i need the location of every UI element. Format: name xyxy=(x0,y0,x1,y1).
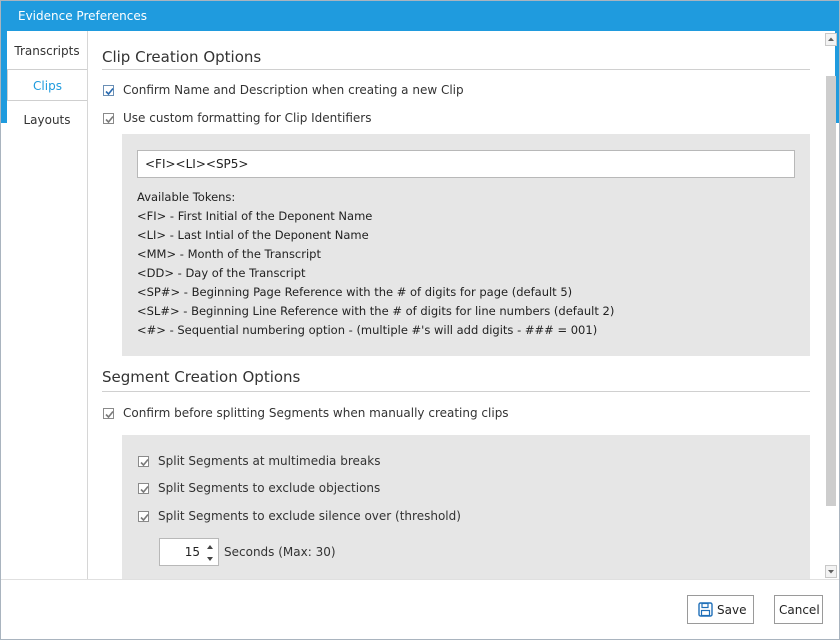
confirm-name-checkbox[interactable] xyxy=(103,85,114,96)
tab-clips[interactable] xyxy=(7,69,87,101)
window-title: Evidence Preferences xyxy=(18,9,147,23)
checkmark-icon xyxy=(140,513,149,522)
split-objections-checkbox[interactable] xyxy=(138,483,149,494)
split-silence-checkbox[interactable] xyxy=(138,511,149,522)
confirm-split-label: Confirm before splitting Segments when manually creating clips xyxy=(123,406,509,420)
seconds-value: 15 xyxy=(184,545,200,559)
checkmark-icon xyxy=(105,115,114,124)
seconds-stepper[interactable] xyxy=(159,538,219,566)
token-line: <FI> - First Initial of the Deponent Name xyxy=(137,209,373,223)
checkmark-icon xyxy=(140,458,149,467)
token-line: <LI> - Last Intial of the Deponent Name xyxy=(137,228,369,242)
scroll-down-button[interactable] xyxy=(825,565,837,578)
tab-label: Clips xyxy=(33,79,62,93)
cancel-button[interactable] xyxy=(774,595,823,624)
token-line: <SP#> - Beginning Page Reference with the # of digits for page (default 5) xyxy=(137,285,573,299)
clip-options-title: Clip Creation Options xyxy=(102,48,262,66)
split-multimedia-label: Split Segments at multimedia breaks xyxy=(158,454,381,468)
token-line: <MM> - Month of the Transcript xyxy=(137,247,321,261)
tokens-heading: Available Tokens: xyxy=(137,190,236,204)
footer-divider xyxy=(1,579,839,580)
confirm-name-label: Confirm Name and Description when creating a new Clip xyxy=(123,83,464,97)
tab-list xyxy=(7,31,88,579)
split-multimedia-checkbox[interactable] xyxy=(138,456,149,467)
split-silence-label: Split Segments to exclude silence over (threshold) xyxy=(158,509,461,523)
stepper-down-icon[interactable] xyxy=(205,553,215,565)
cancel-button-label: Cancel xyxy=(779,603,820,617)
custom-format-label: Use custom formatting for Clip Identifiers xyxy=(123,111,372,125)
checkmark-icon xyxy=(105,410,114,419)
checkmark-icon xyxy=(140,485,149,494)
tab-layouts[interactable] xyxy=(7,104,87,136)
split-objections-label: Split Segments to exclude objections xyxy=(158,481,381,495)
tab-transcripts[interactable] xyxy=(7,35,87,67)
tab-label: Layouts xyxy=(23,113,71,127)
seconds-label: Seconds (Max: 30) xyxy=(224,545,336,559)
tab-label: Transcripts xyxy=(14,44,80,58)
confirm-split-checkbox[interactable] xyxy=(103,408,114,419)
stepper-up-icon[interactable] xyxy=(205,541,215,553)
save-button-label: Save xyxy=(717,603,747,617)
token-line: <SL#> - Beginning Line Reference with the # of digits for line numbers (default 2) xyxy=(137,304,615,318)
checkmark-icon xyxy=(105,87,114,96)
save-button[interactable] xyxy=(687,595,754,624)
content-scrollbar[interactable] xyxy=(824,31,839,579)
segment-options-divider xyxy=(102,391,810,392)
scroll-up-button[interactable] xyxy=(825,33,837,46)
custom-format-checkbox[interactable] xyxy=(103,113,114,124)
clip-format-input[interactable] xyxy=(137,150,795,178)
token-line: <DD> - Day of the Transcript xyxy=(137,266,306,280)
title-bar xyxy=(1,1,839,31)
token-line: <#> - Sequential numbering option - (multiple #'s will add digits - ### = 001) xyxy=(137,323,598,337)
clip-options-divider xyxy=(102,69,810,70)
chevron-down-icon xyxy=(826,566,836,577)
chevron-up-icon xyxy=(826,34,836,45)
segment-options-title: Segment Creation Options xyxy=(102,368,301,386)
scroll-thumb[interactable] xyxy=(826,76,836,506)
floppy-disk-icon xyxy=(698,602,713,617)
